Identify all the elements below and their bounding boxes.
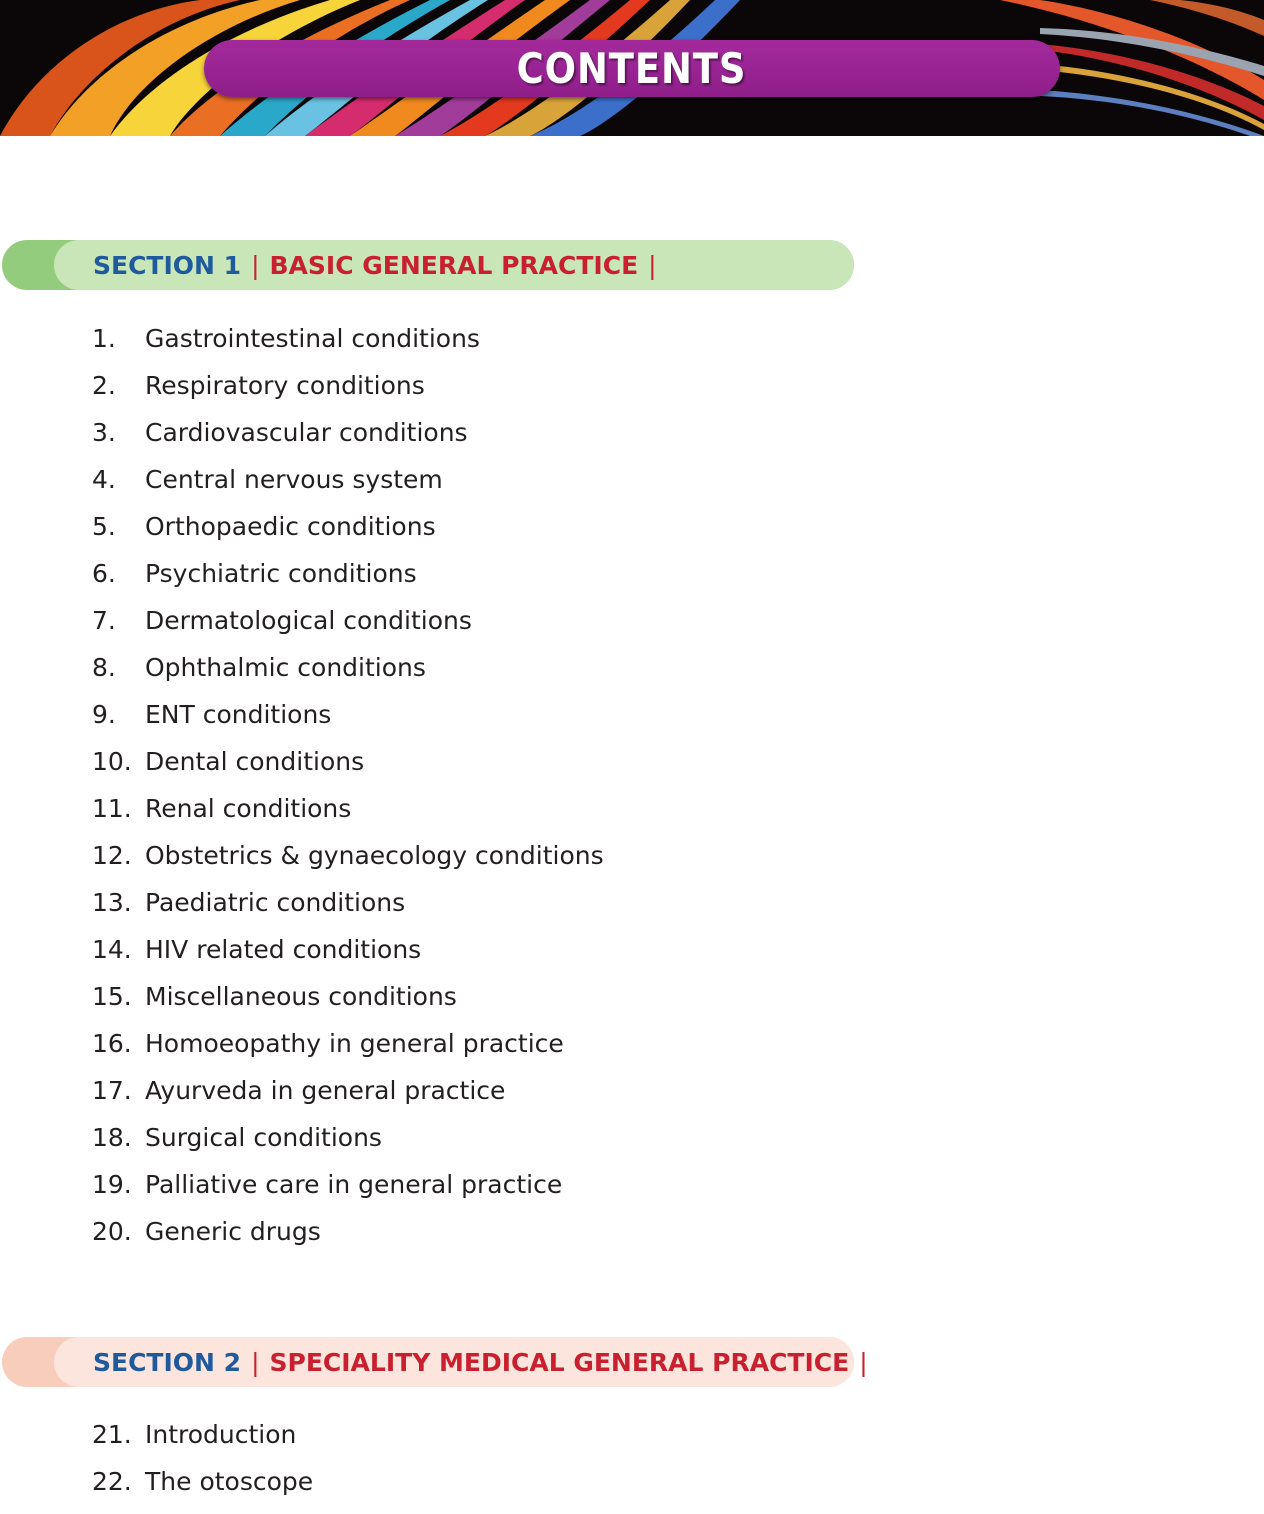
section-1-separator: | (251, 250, 260, 280)
section-2-end-mark: | (859, 1347, 868, 1377)
section-2-number: SECTION 2 (93, 1347, 242, 1377)
section-1-end-mark: | (648, 250, 657, 280)
section-1-label (93, 240, 667, 290)
section-2-separator: | (251, 1347, 260, 1377)
section-2-label (93, 1337, 878, 1387)
contents-title-pill (204, 40, 1060, 97)
section-2-header (2, 1337, 868, 1387)
section-1-header (2, 240, 854, 290)
section-1-name: BASIC GENERAL PRACTICE (269, 250, 639, 280)
section-2-name: SPECIALITY MEDICAL GENERAL PRACTICE (269, 1347, 850, 1377)
header-banner (0, 0, 1264, 136)
section-1-number: SECTION 1 (93, 250, 242, 280)
page-title: CONTENTS (517, 43, 747, 93)
